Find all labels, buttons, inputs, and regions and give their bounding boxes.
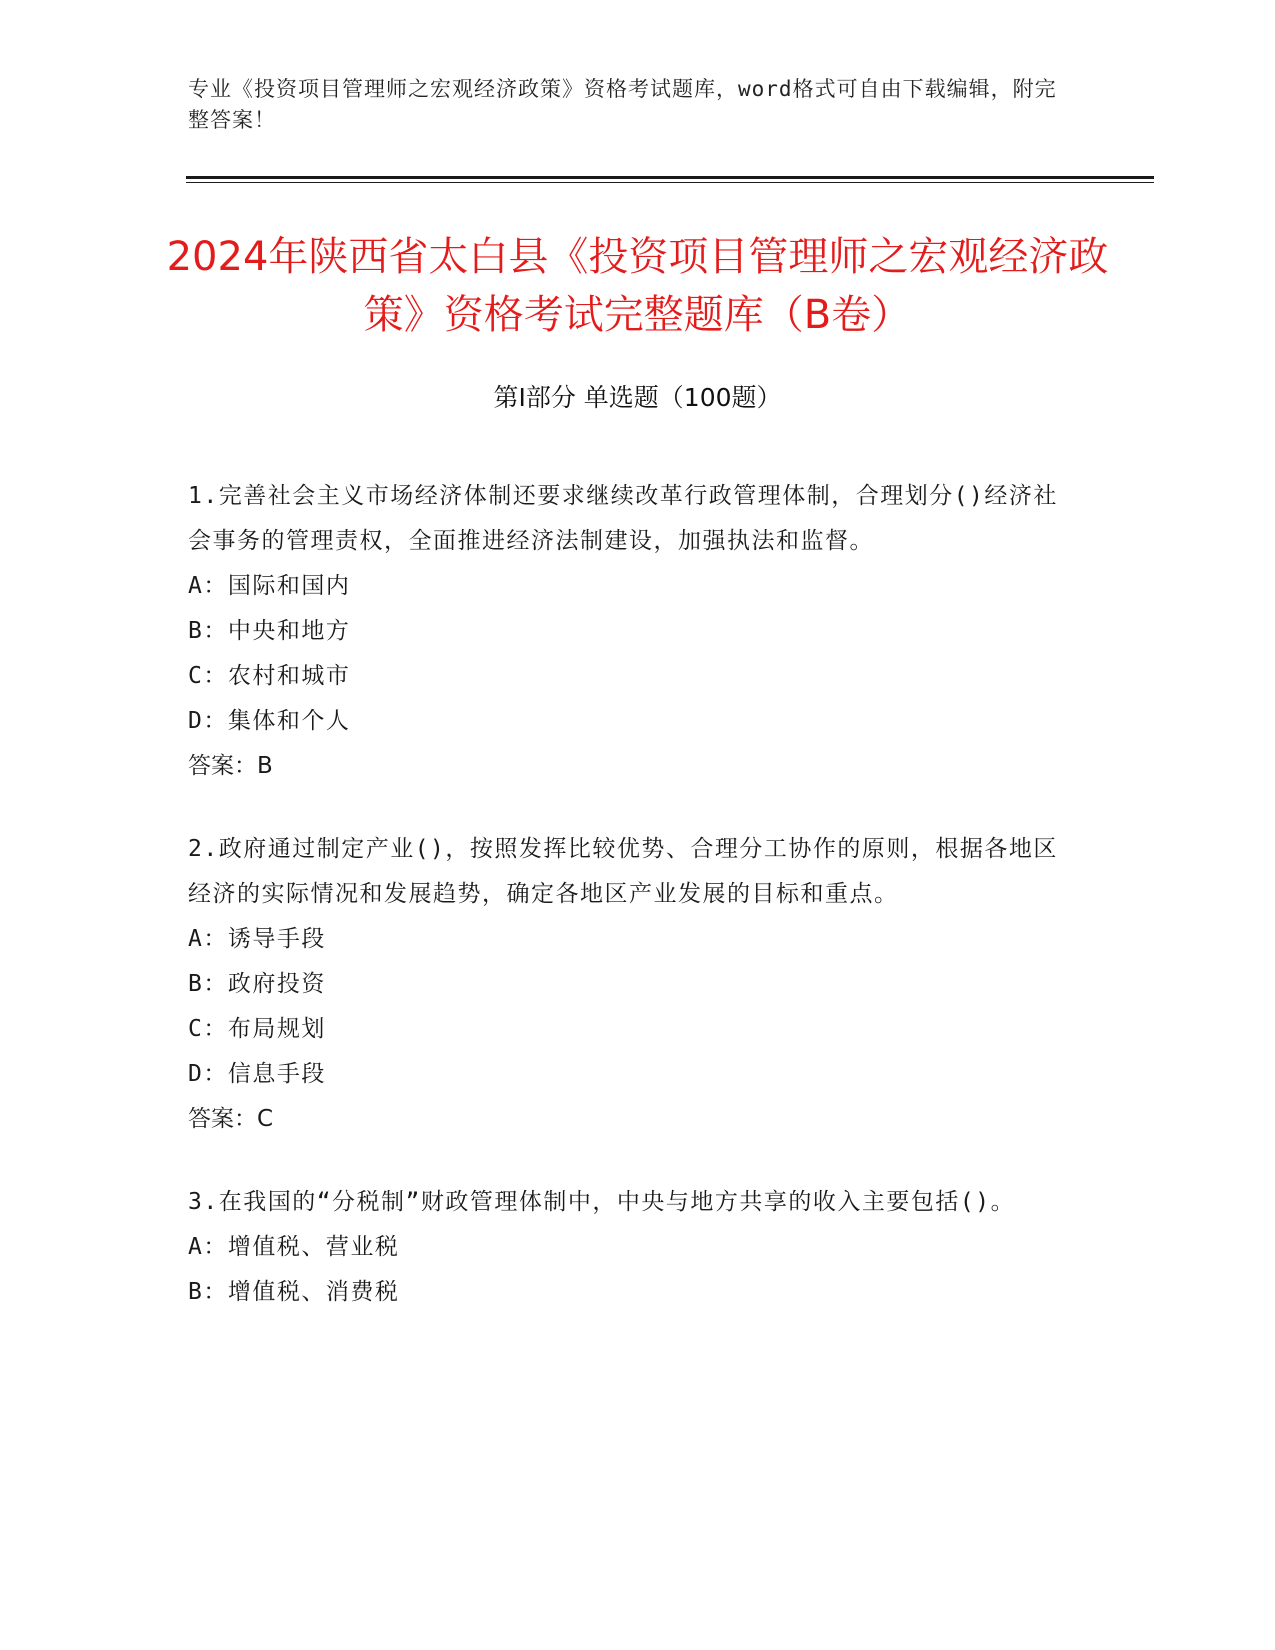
option-c: C：布局规划 <box>188 1016 326 1042</box>
header-note: 专业《投资项目管理师之宏观经济政策》资格考试题库，word格式可自由下载编辑，附完整答案！ <box>188 77 1057 132</box>
question-item <box>188 1180 1058 1315</box>
option-c: C：农村和城市 <box>188 663 351 689</box>
option-a: A：诱导手段 <box>188 926 326 952</box>
question-item <box>188 474 1058 789</box>
answer-line: 答案：B <box>188 753 273 779</box>
header-divider-thin <box>186 182 1154 183</box>
question-text: 1.完善社会主义市场经济体制还要求继续改革行政管理体制，合理划分()经济社会事务的管理责权，全面推进经济法制建设，加强执法和监督。 <box>188 483 1058 554</box>
option-d: D：信息手段 <box>188 1061 326 1087</box>
question-item <box>188 827 1058 1142</box>
document-title: 2024年陕西省太白县《投资项目管理师之宏观经济政策》资格考试完整题库（B卷） <box>166 234 1109 338</box>
question-list <box>188 474 1058 1353</box>
question-text: 2.政府通过制定产业()，按照发挥比较优势、合理分工协作的原则，根据各地区经济的实际情况和发展趋势，确定各地区产业发展的目标和重点。 <box>188 836 1058 907</box>
option-b: B：中央和地方 <box>188 618 351 644</box>
option-d: D：集体和个人 <box>188 708 351 734</box>
option-b: B：增值税、消费税 <box>188 1279 400 1305</box>
answer-line: 答案：C <box>188 1106 274 1132</box>
section-title: 第I部分 单选题（100题） <box>493 383 782 412</box>
option-a: A：增值税、营业税 <box>188 1234 400 1260</box>
header-divider-thick <box>186 176 1154 179</box>
option-a: A：国际和国内 <box>188 573 351 599</box>
option-b: B：政府投资 <box>188 971 326 997</box>
question-text: 3.在我国的“分税制”财政管理体制中，中央与地方共享的收入主要包括()。 <box>188 1189 1016 1215</box>
